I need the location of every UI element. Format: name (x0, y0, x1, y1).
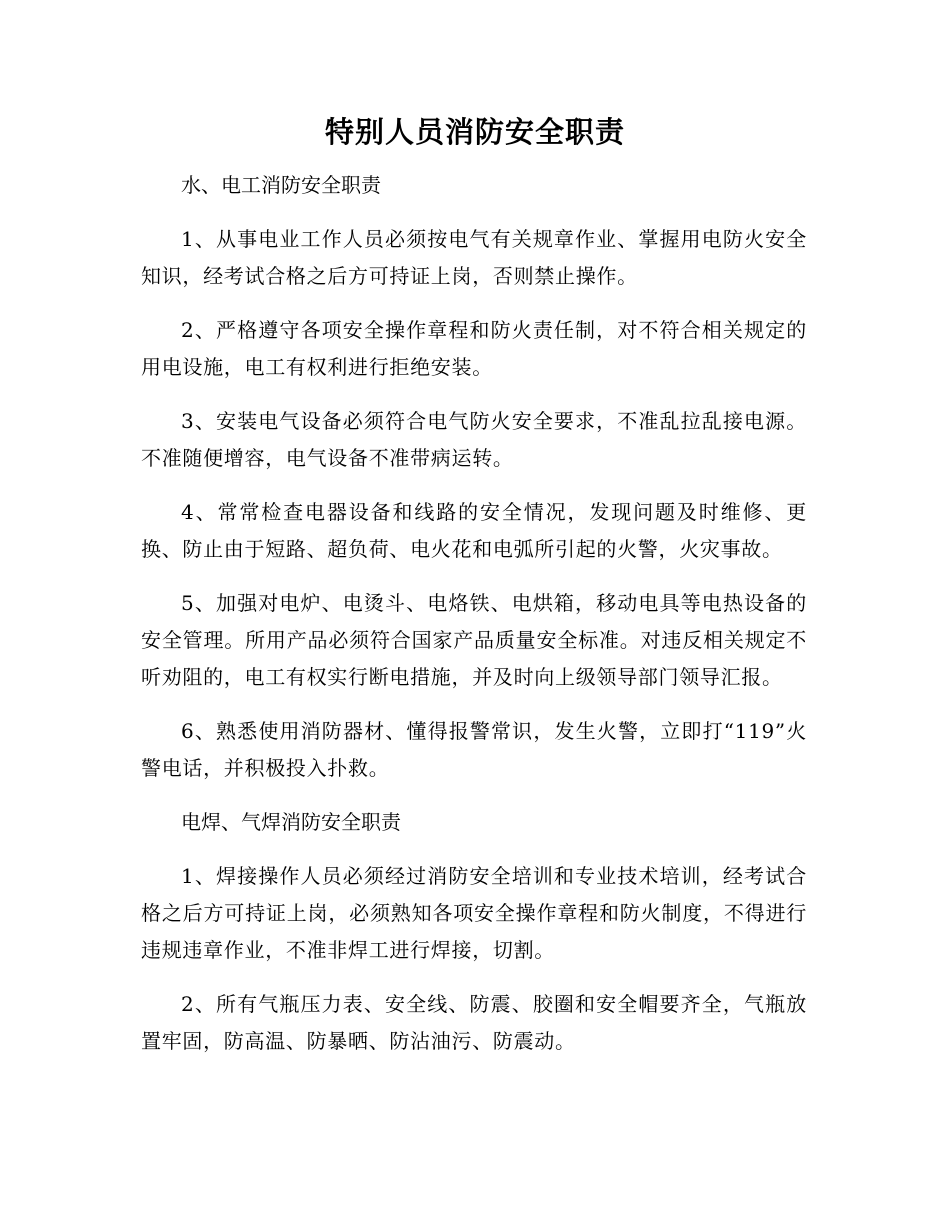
section-electrician (141, 167, 807, 787)
document-title: 特别人员消防安全职责 (324, 115, 625, 149)
paragraph: 1、从事电业工作人员必须按电气有关规章作业、掌握用电防火安全知识，经考试合格之后方可持证上岗，否则禁止操作。 (141, 227, 807, 288)
section-welder (141, 804, 807, 1060)
document-body (141, 167, 807, 1077)
paragraph: 2、所有气瓶压力表、安全线、防震、胶圈和安全帽要齐全，气瓶放置牢固，防高温、防暴晒、防沾油污、防震动。 (141, 992, 807, 1053)
paragraph: 5、加强对电炉、电烫斗、电烙铁、电烘箱，移动电具等电热设备的安全管理。所用产品必须符合国家产品质量安全标准。对违反相关规定不听劝阻的，电工有权实行断电措施，并及时向上级领导部门领导汇报。 (141, 591, 807, 689)
section-heading: 水、电工消防安全职责 (181, 173, 381, 197)
paragraph: 1、焊接操作人员必须经过消防安全培训和专业技术培训，经考试合格之后方可持证上岗，必须熟知各项安全操作章程和防火制度，不得进行违规违章作业，不准非焊工进行焊接，切割。 (141, 864, 807, 962)
paragraph: 2、严格遵守各项安全操作章程和防火责任制，对不符合相关规定的用电设施，电工有权利进行拒绝安装。 (141, 318, 807, 379)
paragraph: 4、常常检查电器设备和线路的安全情况，发现问题及时维修、更换、防止由于短路、超负荷、电火花和电弧所引起的火警，火灾事故。 (141, 500, 807, 561)
paragraph: 3、安装电气设备必须符合电气防火安全要求，不准乱拉乱接电源。不准随便增容，电气设备不准带病运转。 (141, 409, 807, 470)
section-heading: 电焊、气焊消防安全职责 (181, 810, 401, 834)
paragraph: 6、熟悉使用消防器材、懂得报警常识，发生火警，立即打“119”火警电话，并积极投入扑救。 (141, 719, 807, 780)
